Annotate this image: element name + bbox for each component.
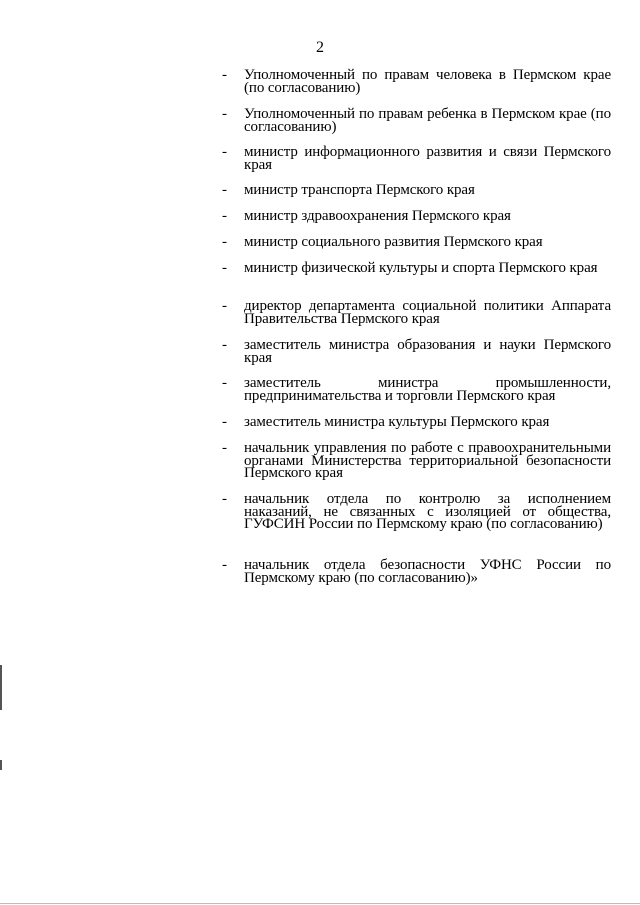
list-dash: - — [222, 144, 227, 160]
list-item-text: заместитель министра промышленности, предпринимательства и торговли Пермского края — [244, 375, 611, 404]
list-item-text: министр физической культуры и спорта Пермского края — [244, 260, 598, 276]
list-dash: - — [222, 491, 227, 507]
scan-edge-mark — [0, 760, 2, 770]
list-item-text: министр здравоохранения Пермского края — [244, 208, 511, 224]
list-item-text: Уполномоченный по правам ребенка в Пермском крае (по согласованию) — [244, 106, 611, 135]
scan-bottom-edge — [0, 903, 640, 904]
list-item-text: начальник отдела по контролю за исполнением наказаний, не связанных с изоляцией от общества, ГУФСИН России по Пермскому краю (по согласованию) — [244, 491, 611, 532]
list-dash: - — [222, 440, 227, 456]
list-item-text: министр транспорта Пермского края — [244, 182, 475, 198]
list-item-text: министр информационного развития и связи Пермского края — [244, 144, 611, 173]
page-number: 2 — [316, 39, 324, 56]
list-dash: - — [222, 234, 227, 250]
scan-edge-mark — [0, 665, 2, 710]
list-dash: - — [222, 375, 227, 391]
list-item-text: Уполномоченный по правам человека в Пермском крае (по согласованию) — [244, 67, 611, 96]
list-item-text: министр социального развития Пермского края — [244, 234, 543, 250]
list-dash: - — [222, 337, 227, 353]
list-item-text: заместитель министра образования и науки Пермского края — [244, 337, 611, 366]
list-dash: - — [222, 208, 227, 224]
list-item-text: директор департамента социальной политики Аппарата Правительства Пермского края — [244, 298, 611, 327]
list-item-text: начальник отдела безопасности УФНС России по Пермскому краю (по согласованию)» — [244, 557, 611, 586]
list-dash: - — [222, 67, 227, 83]
list-dash: - — [222, 414, 227, 430]
list-dash: - — [222, 557, 227, 573]
list-dash: - — [222, 298, 227, 314]
list-dash: - — [222, 106, 227, 122]
list-item-text: начальник управления по работе с правоохранительными органами Министерства территориальной безопасности Пермского края — [244, 440, 611, 481]
list-dash: - — [222, 260, 227, 276]
list-item-text: заместитель министра культуры Пермского края — [244, 414, 550, 430]
list-dash: - — [222, 182, 227, 198]
